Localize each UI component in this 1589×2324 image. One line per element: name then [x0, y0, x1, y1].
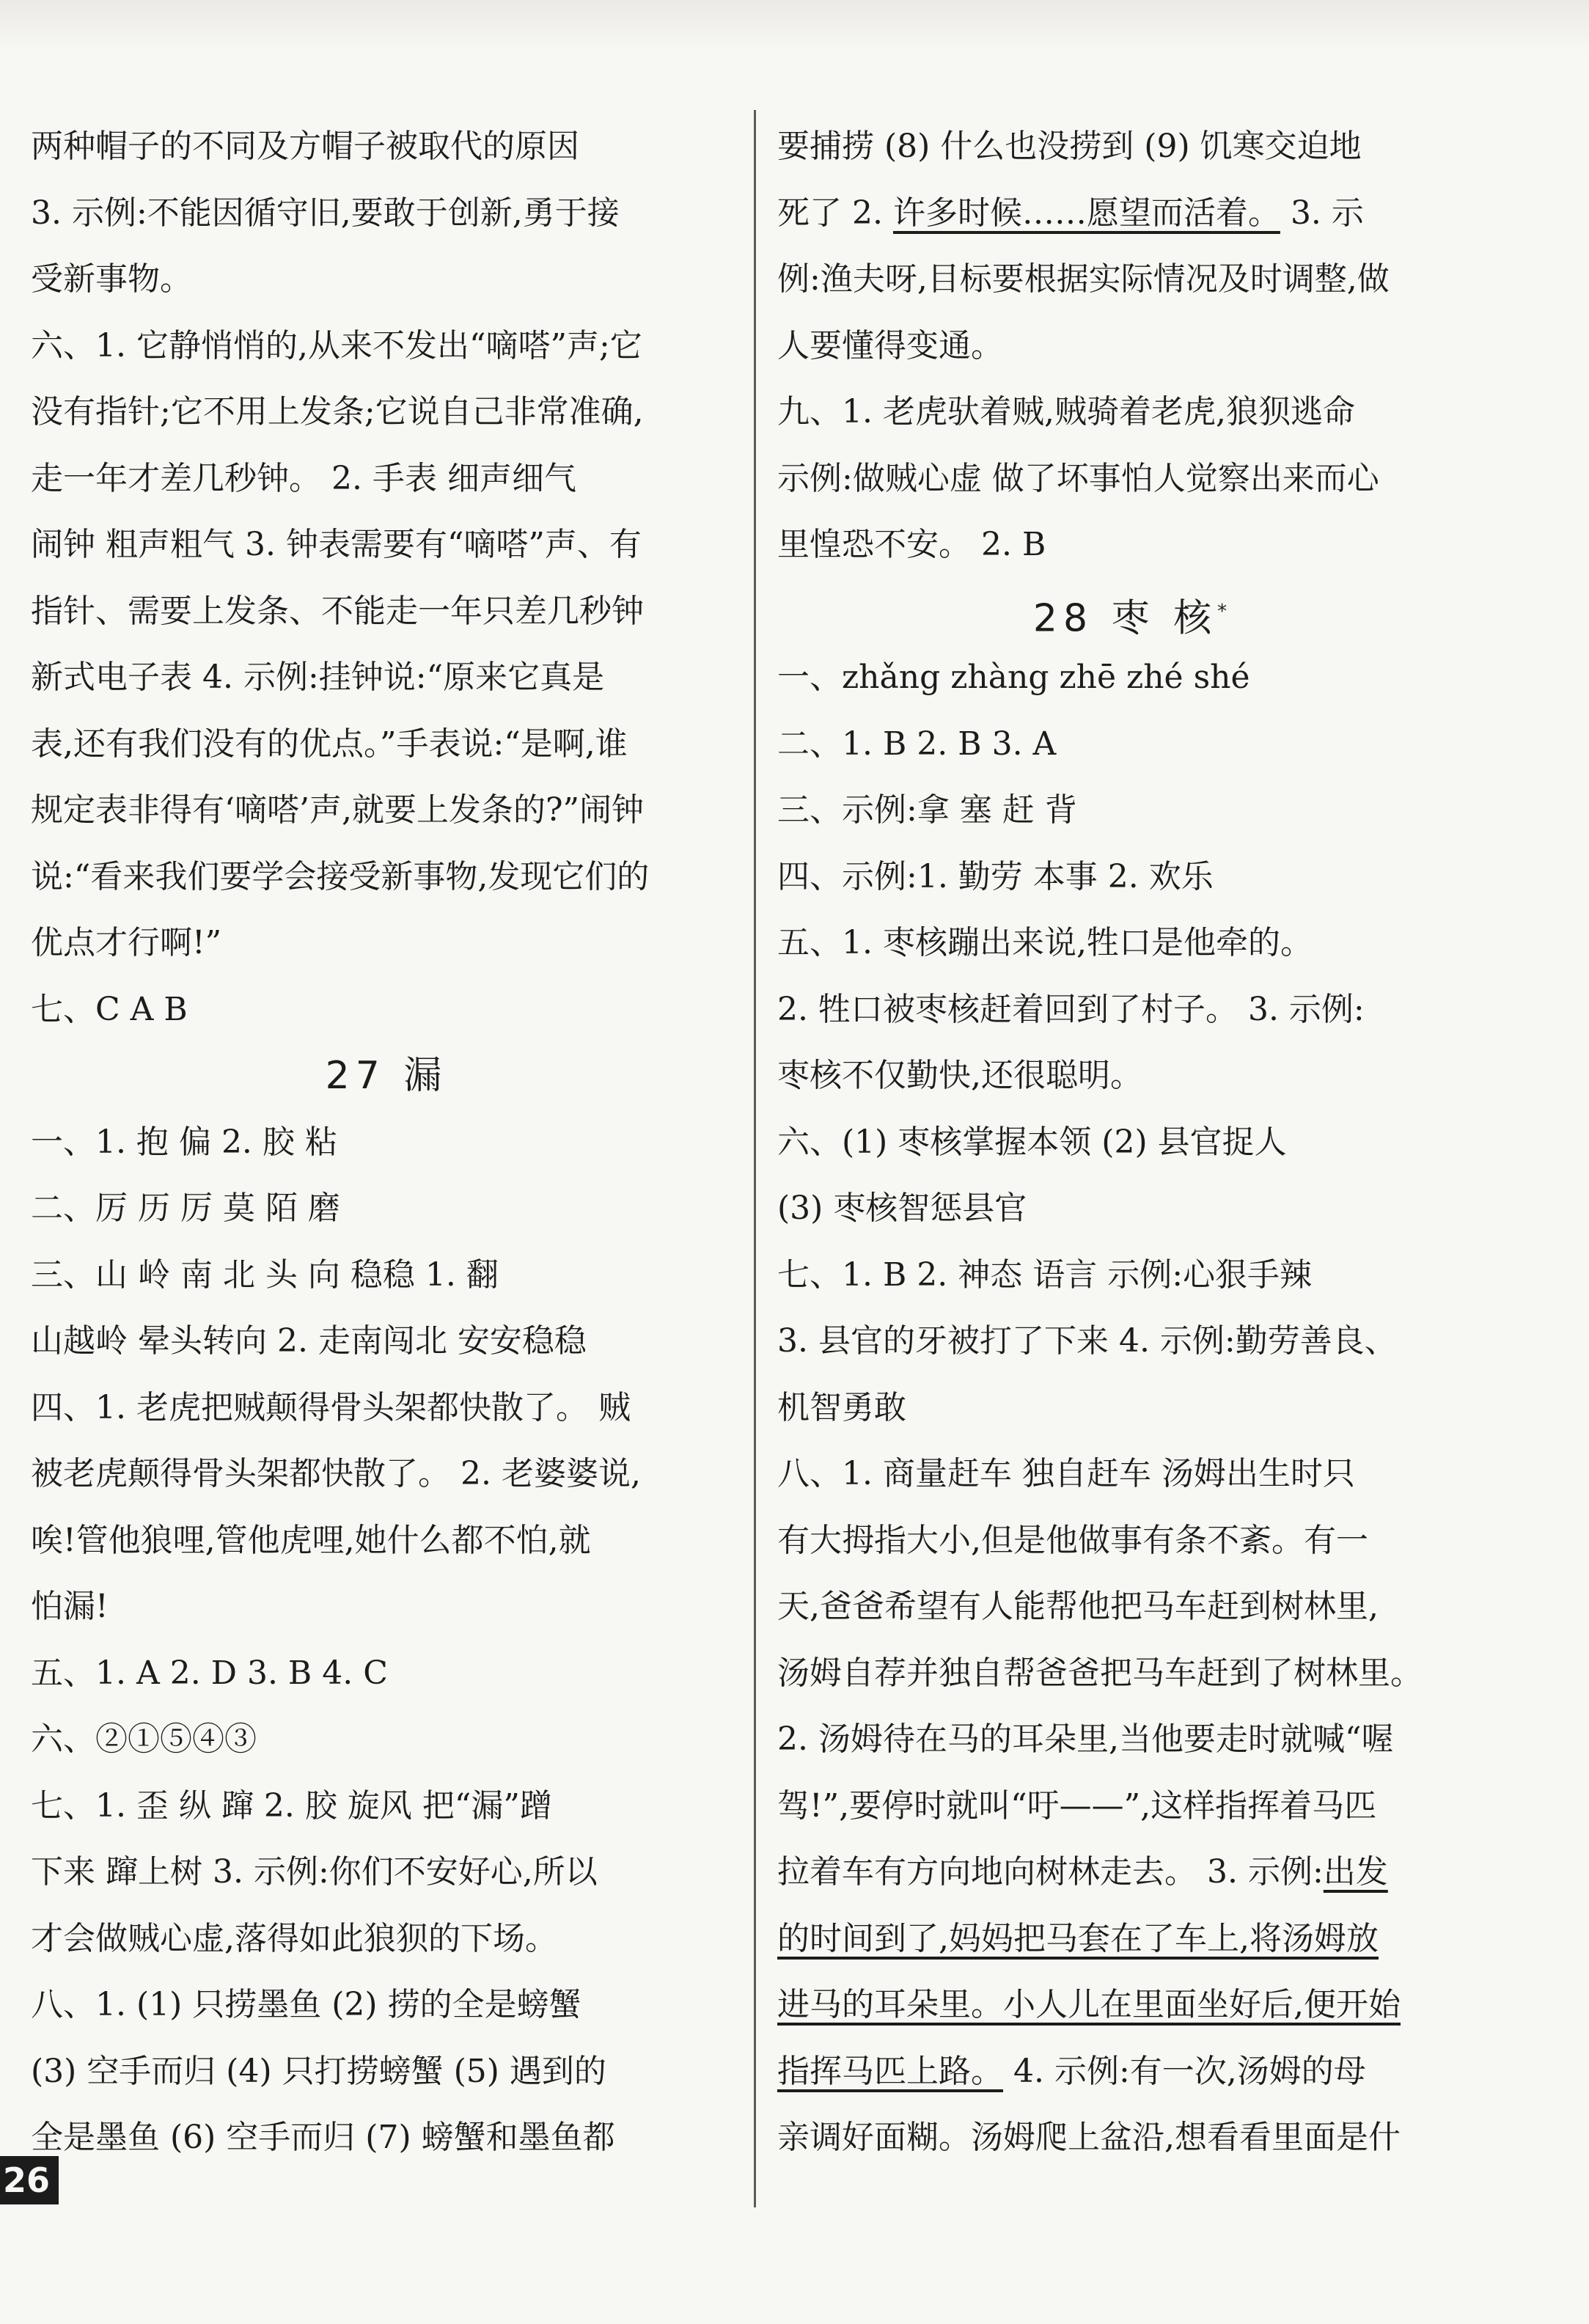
answer-line: (3) 枣核智惩县官 [777, 1190, 1027, 1227]
answer-line: 新式电子表 4. 示例:挂钟说:“原来它真是 [31, 659, 605, 696]
lesson-28-heading [777, 579, 1489, 645]
answer-line [777, 1906, 1489, 1973]
answer-line [777, 1839, 1489, 1906]
answer-line [777, 2039, 1489, 2105]
answer-line: 表,还有我们没有的优点。”手表说:“是啊,谁 [31, 725, 628, 763]
answer-line: 七、1. 歪 纵 蹿 2. 胶 旋风 把“漏”蹭 [31, 1786, 552, 1825]
answer-text: 3. 示 [1280, 194, 1364, 232]
answer-line: 三、山 岭 南 北 头 向 稳稳 1. 翻 [31, 1256, 499, 1294]
right-column [777, 114, 1489, 2171]
answer-line: 机智勇敢 [777, 1388, 906, 1426]
answer-line: (3) 空手而归 (4) 只打捞螃蟹 (5) 遇到的 [31, 2052, 606, 2090]
page-top-shadow [0, 0, 1589, 51]
answer-line: 七、1. B 2. 神态 语言 示例:心狠手辣 [777, 1256, 1313, 1294]
answer-line: 九、1. 老虎驮着贼,贼骑着老虎,狼狈逃命 [777, 393, 1355, 430]
answer-line: 2. 汤姆待在马的耳朵里,当他要走时就喊“喔 [777, 1720, 1394, 1758]
lesson-28-title: 28 枣 核 [1032, 595, 1218, 640]
answer-line: 七、C A B [31, 990, 188, 1028]
answer-line: 受新事物。 [31, 260, 192, 298]
underlined-answer: 指挥马匹上路。 [777, 2052, 1003, 2090]
answer-text: 4. 示例:有一次,汤姆的母 [1003, 2052, 1366, 2090]
answer-line: 八、1. 商量赶车 独自赶车 汤姆出生时只 [777, 1455, 1355, 1492]
answer-line: 要捕捞 (8) 什么也没捞到 (9) 饥寒交迫地 [777, 128, 1362, 165]
answer-line: 指针、需要上发条、不能走一年只差几秒钟 [31, 592, 644, 630]
left-column [31, 114, 742, 2171]
answer-line: 才会做贼心虚,落得如此狼狈的下场。 [31, 1919, 557, 1957]
answer-line: 二、1. B 2. B 3. A [777, 725, 1057, 763]
answer-line: 3. 县官的牙被打了下来 4. 示例:勤劳善良、 [777, 1322, 1397, 1360]
answer-line: 3. 示例:不能因循守旧,要敢于创新,勇于接 [31, 194, 620, 232]
answer-line: 六、②①⑤④③ [31, 1720, 257, 1758]
answer-line: 二、厉 历 厉 莫 陌 磨 [31, 1190, 340, 1227]
answer-line: 汤姆自荐并独自帮爸爸把马车赶到了树林里。 [777, 1654, 1423, 1692]
answer-line: 驾!”,要停时就叫“吁——”,这样指挥着马匹 [777, 1786, 1377, 1825]
answer-line: 示例:做贼心虚 做了坏事怕人觉察出来而心 [777, 459, 1379, 497]
answer-line: 天,爸爸希望有人能帮他把马车赶到树林里, [777, 1588, 1379, 1625]
answer-line: 走一年才差几秒钟。 2. 手表 细声细气 [31, 459, 576, 497]
answer-line: 一、1. 抱 偏 2. 胶 粘 [31, 1123, 337, 1161]
answer-line: 里惶恐不安。 2. B [777, 526, 1046, 563]
page-number: 26 [0, 2156, 59, 2204]
answer-line: 五、1. 枣核蹦出来说,牲口是他牵的。 [777, 924, 1313, 961]
answer-line: 六、(1) 枣核掌握本领 (2) 县官捉人 [777, 1123, 1287, 1161]
answer-line: 六、1. 它静悄悄的,从来不发出“嘀嗒”声;它 [31, 326, 642, 364]
answer-line: 被老虎颠得骨头架都快散了。 2. 老婆婆说, [31, 1455, 641, 1492]
answer-line: 一、zhǎng zhàng zhē zhé shé [777, 659, 1250, 696]
answer-line: 唉!管他狼哩,管他虎哩,她什么都不怕,就 [31, 1521, 591, 1559]
answer-line: 四、1. 老虎把贼颠得骨头架都快散了。 贼 [31, 1388, 631, 1426]
underlined-answer: 进马的耳朵里。小人儿在里面坐好后,便开始 [777, 1986, 1401, 2023]
underlined-answer: 的时间到了,妈妈把马套在了车上,将汤姆放 [777, 1919, 1379, 1957]
answer-line: 山越岭 晕头转向 2. 走南闯北 安安稳稳 [31, 1322, 587, 1360]
underlined-answer: 出发 [1323, 1853, 1388, 1891]
answer-line: 没有指针;它不用上发条;它说自己非常准确, [31, 393, 644, 430]
answer-line: 例:渔夫呀,目标要根据实际情况及时调整,做 [777, 260, 1390, 298]
answer-line: 三、示例:拿 塞 赶 背 [777, 791, 1077, 829]
answer-line: 枣核不仅勤快,还很聪明。 [777, 1057, 1142, 1094]
answer-line: 优点才行啊!” [31, 924, 222, 961]
column-divider [754, 110, 756, 2207]
answer-line [777, 1972, 1489, 2039]
answer-text: 拉着车有方向地向树林走去。 3. 示例: [777, 1853, 1324, 1891]
answer-line: 全是墨鱼 (6) 空手而归 (7) 螃蟹和墨鱼都 [31, 2119, 615, 2156]
answer-line: 四、示例:1. 勤劳 本事 2. 欢乐 [777, 857, 1214, 895]
answer-line: 八、1. (1) 只捞墨鱼 (2) 捞的全是螃蟹 [31, 1986, 581, 2023]
answer-line: 人要懂得变通。 [777, 326, 1003, 364]
underlined-answer: 许多时候……愿望而活着。 [892, 194, 1280, 232]
optional-lesson-mark: * [1217, 600, 1233, 623]
answer-line [777, 180, 1489, 247]
answer-line: 下来 蹿上树 3. 示例:你们不安好心,所以 [31, 1853, 598, 1891]
lesson-27-heading: 27 漏 [325, 1054, 448, 1098]
answer-line: 2. 牲口被枣核赶着回到了村子。 3. 示例: [777, 990, 1365, 1028]
answer-line: 说:“看来我们要学会接受新事物,发现它们的 [31, 857, 650, 895]
answer-line: 亲调好面糊。汤姆爬上盆沿,想看看里面是什 [777, 2119, 1401, 2156]
answer-line: 闹钟 粗声粗气 3. 钟表需要有“嘀嗒”声、有 [31, 526, 642, 563]
answer-line: 怕漏! [31, 1588, 109, 1625]
answer-line: 有大拇指大小,但是他做事有条不紊。有一 [777, 1521, 1368, 1559]
answer-line: 两种帽子的不同及方帽子被取代的原因 [31, 128, 579, 165]
answer-line: 五、1. A 2. D 3. B 4. C [31, 1654, 388, 1692]
answer-line: 规定表非得有‘嘀嗒’声,就要上发条的?”闹钟 [31, 791, 645, 829]
answer-text: 死了 2. [777, 194, 893, 232]
